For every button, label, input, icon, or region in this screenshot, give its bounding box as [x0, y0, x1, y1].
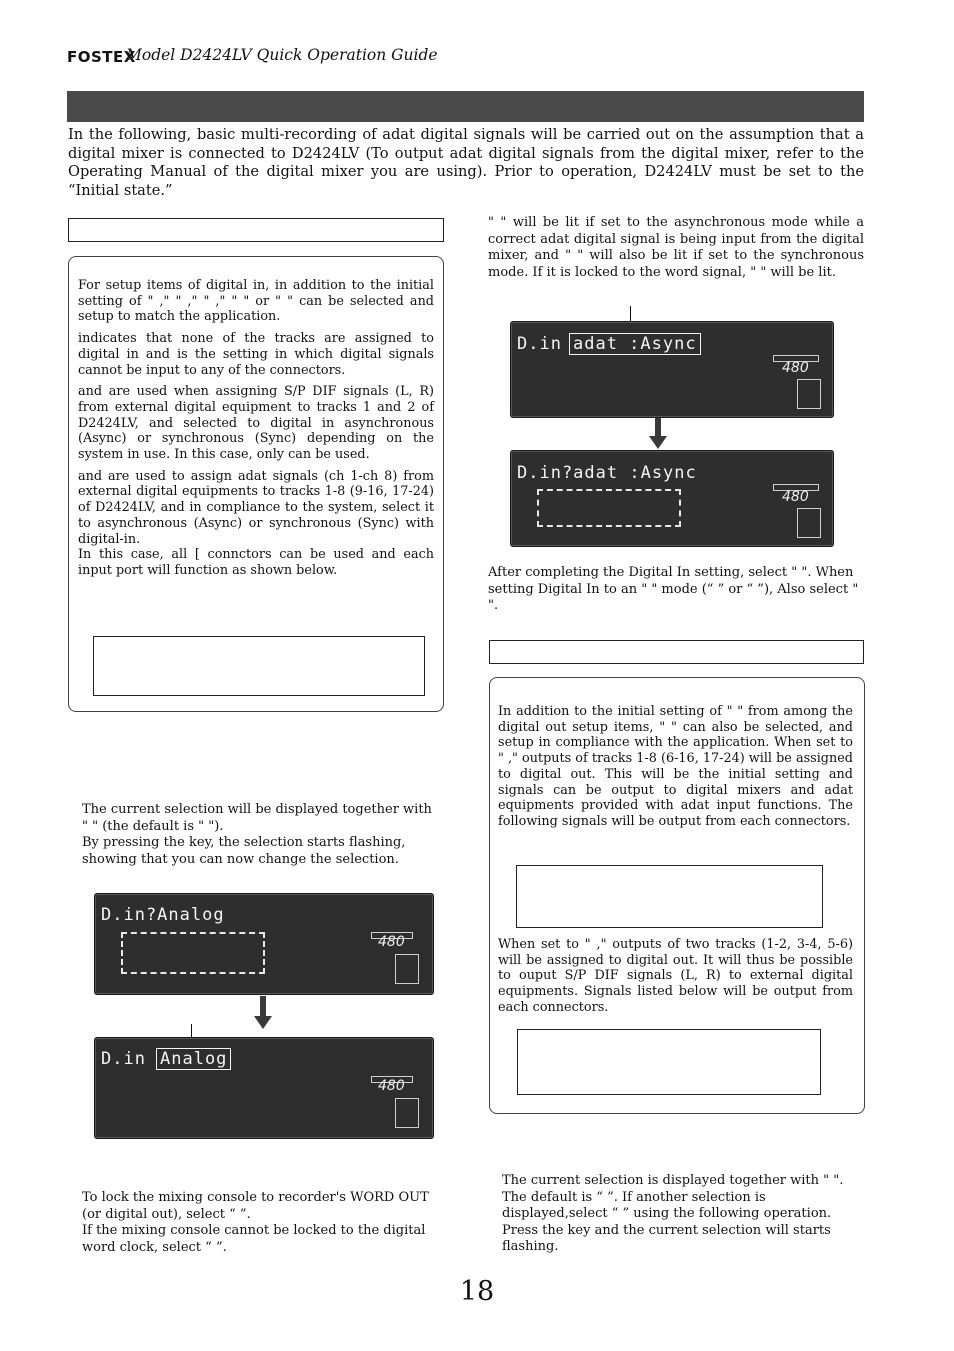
lcd-text-prefix: D.in: [517, 334, 574, 354]
lcd-indicator-box: [797, 379, 821, 409]
lcd-reading: 480: [378, 1078, 405, 1094]
input-port-table-box: [93, 636, 425, 696]
spdif-output-table-box: [517, 1029, 821, 1095]
lcd-display-adat-async: [510, 321, 834, 418]
selection-flash-frame: [537, 489, 681, 527]
lcd-reading: 480: [782, 489, 809, 505]
digital-out-current-selection-text: The current selection is displayed together with " ". The default is “ ”. If another selection is displayed,select “ ” using the following operation. Press the key and the current selection will starts flashing.: [502, 1173, 844, 1254]
after-setting-text: After completing the Digital In setting, select " ". When setting Digital In to an " " mode (“ ” or “ ”), Also select " ".: [488, 565, 859, 613]
lcd-selected-value: Analog: [156, 1048, 231, 1070]
setup-paragraph-2: indicates that none of the tracks are assigned to digital in and is the setting in which digital signals cannot be input to any of the connectors.: [78, 331, 434, 378]
lcd-indicator-box: [395, 954, 419, 984]
lcd-indicator-box: [395, 1098, 419, 1128]
arrow-down-icon: [655, 418, 661, 438]
digital-out-heading-box: [489, 640, 864, 664]
digital-in-heading-box: [68, 218, 444, 242]
intro-paragraph: In the following, basic multi-recording of adat digital signals will be carried out on the assumption that a digital mixer is connected to D2424LV (To output adat digital signals from the digital mixer, refer to the Operating Manual of the digital mixer you are using). Prior to operation, D2424LV must be set to the “Initial state.”: [68, 126, 864, 199]
current-selection-line-2: By pressing the key, the selection starts flashing, showing that you can now change the selection.: [82, 835, 406, 867]
lock-indicator-text: " " will be lit if set to the asynchronous mode while a correct adat digital signal is being input from the digital mixer, and " " will also be lit if set to the synchronous mode. If it is locked to the word signal, " " will be lit.: [488, 215, 864, 280]
setup-paragraph-3: and are used when assigning S/P DIF signals (L, R) from external digital equipment to tracks 1 and 2 of D2424LV, and selected to digital in asynchronous (Async) or synchronous (Sync) depending on the system in use. In this case, only can be used.: [78, 384, 434, 463]
page-number: 18: [459, 1276, 495, 1307]
lcd-text: D.in?Analog: [101, 905, 225, 925]
lcd-display-analog-selected: [94, 1037, 434, 1139]
fostex-logo: FOSTEX: [67, 48, 136, 66]
lcd-text: D.in?adat :Async: [517, 463, 697, 483]
setup-paragraph-5: In this case, all [ connctors can be used and each input port will function as shown below.: [78, 547, 434, 578]
arrow-down-icon-head: [649, 436, 667, 449]
word-clock-line-2: If the mixing console cannot be locked to the digital word clock, select “ ”.: [82, 1223, 426, 1255]
lcd-reading: 480: [782, 360, 809, 376]
setup-paragraph-1: For setup items of digital in, in addition to the initial setting of " ," " ," " ," " " or " " can be selected and setup to match the application.: [78, 278, 434, 325]
word-clock-lock-text: [82, 1190, 446, 1256]
digital-out-text-2: When set to " ," outputs of two tracks (1-2, 3-4, 5-6) will be assigned to digital out. It will thus be possible to ouput S/P DIF signals (L, R) to external digital equipments. Signals listed below will be output from each connectors.: [498, 937, 853, 1015]
digital-in-setup-text: [78, 278, 434, 579]
current-selection-text: [82, 802, 442, 868]
lcd-selected-value: adat :Async: [569, 333, 701, 355]
selection-flash-frame: [121, 932, 265, 974]
word-clock-line-1: To lock the mixing console to recorder's WORD OUT (or digital out), select “ ”.: [82, 1190, 429, 1222]
lcd-indicator-box: [797, 508, 821, 538]
lcd-display-analog-flashing: [94, 893, 434, 995]
lcd-display-adat-flashing: [510, 450, 834, 547]
digital-out-text-1: In addition to the initial setting of " " from among the digital out setup items, " " can also be selected, and setup in compliance with the application. When set to " ," outputs of tracks 1-8 (6-16, 17-24) will be assigned to digital out. This will be the initial setting and signals can be output to digital mixers and adat equipments provided with adat input functions. The following signals will be output from each connectors.: [498, 704, 853, 829]
current-selection-line-1: The current selection will be displayed together with " " (the default is " ").: [82, 802, 432, 834]
adat-output-table-box: [516, 865, 823, 928]
arrow-down-icon: [260, 996, 266, 1016]
lcd-reading: 480: [378, 934, 405, 950]
arrow-down-icon-head: [254, 1016, 272, 1029]
guide-title: Model D2424LV Quick Operation Guide: [126, 46, 438, 64]
section-banner: [67, 91, 864, 122]
lcd-text-prefix: D.in: [101, 1049, 158, 1069]
setup-paragraph-4: and are used to assign adat signals (ch 1-ch 8) from external digital equipments to tracks 1-8 (9-16, 17-24) of D2424LV, and in compliance to the system, select it to asynchronous (Async) or synchronous (Sync) with digital-in.: [78, 468, 434, 547]
